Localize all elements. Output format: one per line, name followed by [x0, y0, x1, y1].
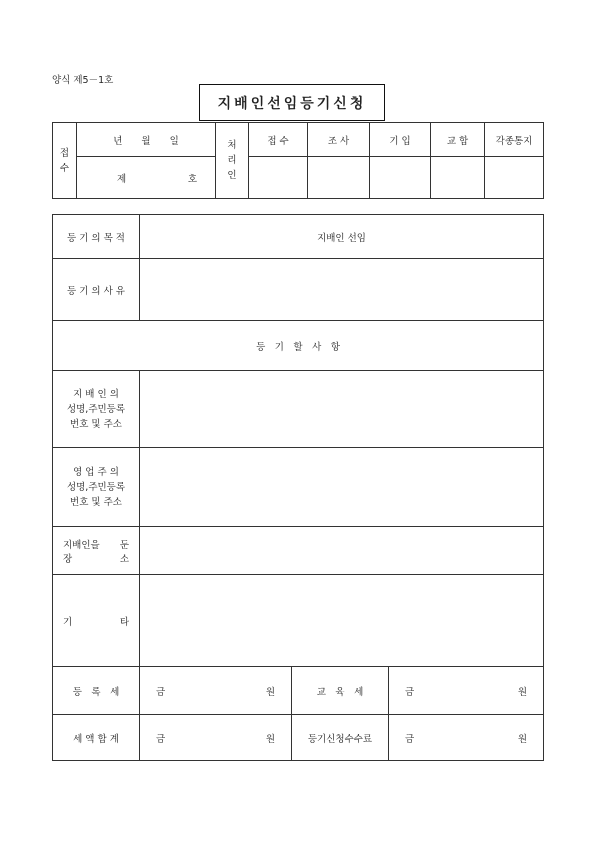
total-tax-amount[interactable]	[140, 715, 292, 761]
branch-label-c: 장	[63, 553, 73, 565]
branch-label-b: 둔	[119, 539, 129, 551]
form-number: 양식 제5－1호	[52, 75, 114, 86]
reg-tax-amount[interactable]	[140, 667, 292, 715]
reg-tax-label: 등 록 세	[53, 667, 140, 715]
purpose-label: 등 기 의 목 적	[53, 215, 140, 259]
amount-prefix: 금	[156, 733, 166, 745]
form-title: 지배인선임등기신청	[199, 84, 385, 121]
filing-fee-amount[interactable]	[389, 715, 544, 761]
receipt-number-cell[interactable]	[77, 157, 216, 199]
total-tax-label: 세 액 합 계	[53, 715, 140, 761]
purpose-value[interactable]: 지배인 선임	[140, 215, 544, 259]
branch-label-d: 소	[119, 553, 129, 565]
reason-field[interactable]	[140, 259, 544, 321]
branch-field[interactable]	[140, 527, 544, 575]
col-check: 교 합	[431, 123, 485, 157]
amount-prefix: 금	[405, 686, 415, 698]
other-label-b: 타	[119, 616, 129, 628]
filing-fee-label: 등기신청수수료	[292, 715, 389, 761]
reason-label: 등 기 의 사 유	[53, 259, 140, 321]
amount-suffix: 원	[517, 686, 528, 698]
amount-prefix: 금	[405, 733, 415, 745]
receipt-date-label: 년 월 일	[77, 123, 216, 157]
application-table	[52, 214, 544, 761]
receipt-stamp-cell[interactable]	[249, 157, 308, 199]
processor-side-label: 처 리 인	[216, 123, 249, 199]
amount-prefix: 금	[156, 686, 166, 698]
amount-suffix: 원	[517, 733, 528, 745]
branch-label	[53, 527, 140, 575]
receipt-number-prefix: 제	[117, 173, 127, 185]
manager-field[interactable]	[140, 371, 544, 448]
other-label-a: 기	[63, 616, 73, 628]
owner-field[interactable]	[140, 448, 544, 527]
amount-suffix: 원	[265, 733, 275, 745]
col-receipt: 접 수	[249, 123, 308, 157]
col-review: 조 사	[308, 123, 370, 157]
matters-heading: 등 기 할 사 항	[53, 321, 544, 371]
col-entry: 기 입	[370, 123, 431, 157]
manager-label: 지 배 인 의 성명,주민등록 번호 및 주소	[53, 371, 140, 448]
review-stamp-cell[interactable]	[308, 157, 370, 199]
other-field[interactable]	[140, 575, 544, 667]
branch-label-a: 지배인을	[63, 539, 100, 551]
other-label	[53, 575, 140, 667]
owner-label: 영 업 주 의 성명,주민등록 번호 및 주소	[53, 448, 140, 527]
check-stamp-cell[interactable]	[431, 157, 485, 199]
receipt-number-suffix: 호	[187, 173, 197, 185]
receipt-table	[52, 122, 544, 199]
receipt-side-label: 접 수	[53, 123, 77, 199]
entry-stamp-cell[interactable]	[370, 157, 431, 199]
amount-suffix: 원	[265, 686, 275, 698]
notice-stamp-cell[interactable]	[485, 157, 544, 199]
col-notice: 각종통지	[485, 123, 544, 157]
edu-tax-amount[interactable]	[389, 667, 544, 715]
edu-tax-label: 교 육 세	[292, 667, 389, 715]
